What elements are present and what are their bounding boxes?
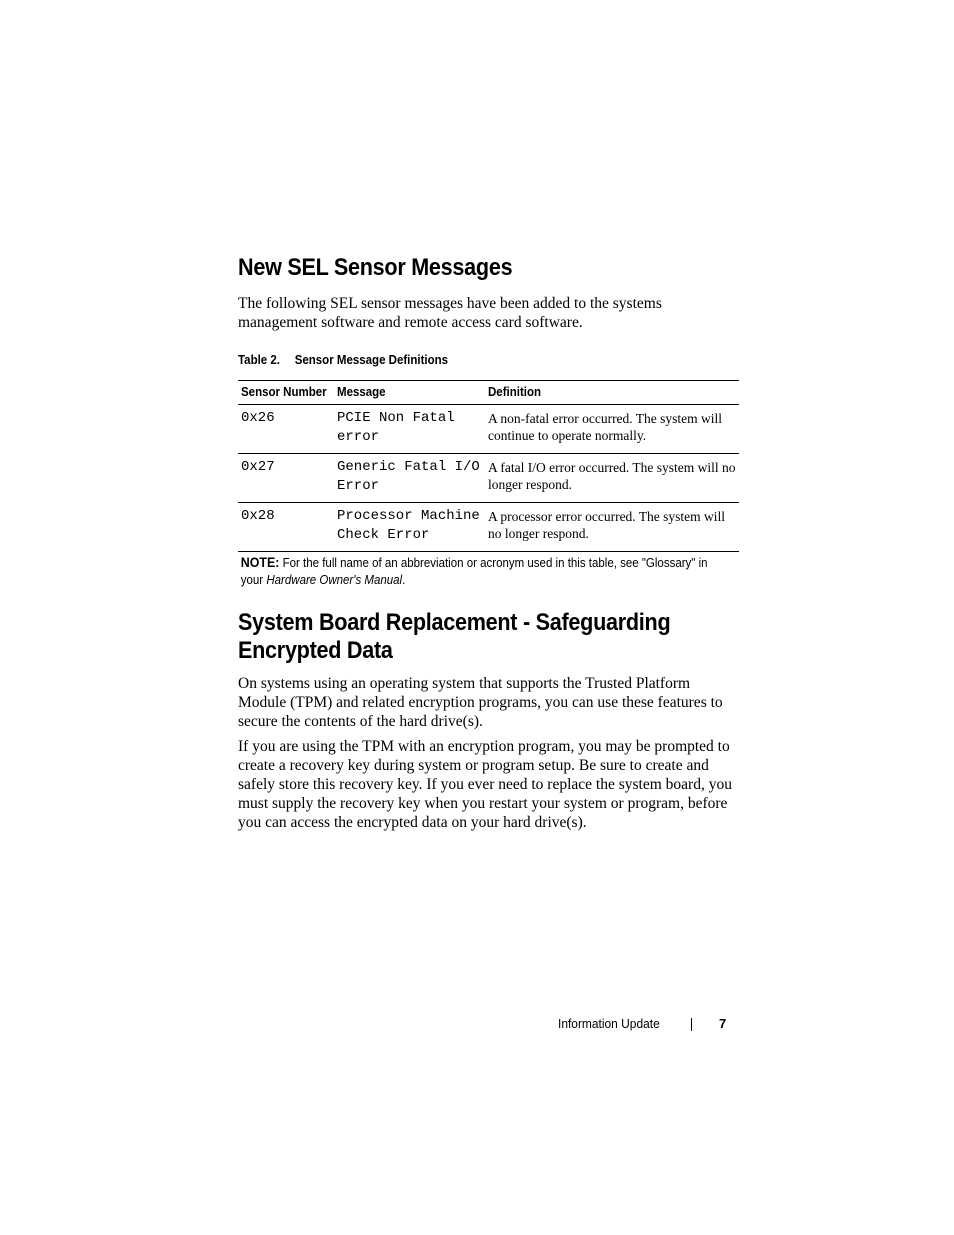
sensor-message-table [238,380,739,552]
table-header-row [238,381,739,405]
header-definition: Definition [485,381,739,405]
table-note [238,554,719,589]
footer-separator [691,1018,692,1031]
table-caption [238,352,699,368]
recovery-key-paragraph: If you are using the TPM with an encryption program, you may be prompted to create a recovery key during system or program setup. Be sure to create and safely store this recovery key. If you ever need to replace the system board, you must supply the recovery key when you restart your system or program, before you can access the encrypted data on your hard drive(s). [238,738,732,831]
definition-cell: A processor error occurred. The system will no longer respond. [485,503,739,552]
definition-cell: A non-fatal error occurred. The system will continue to operate normally. [485,405,739,454]
tpm-paragraph: On systems using an operating system that supports the Trusted Platform Module (TPM) and related encryption programs, you can use these features to secure the contents of the hard drive(s). [238,675,723,730]
section-title-system-board: System Board Replacement - Safeguarding Encrypted Data [238,609,671,664]
message-cell: Generic Fatal I/O Error [334,454,485,503]
header-message: Message [334,381,485,405]
page-content [238,253,739,832]
sensor-number-cell: 0x26 [238,405,334,454]
footer-doc-title: Information Update [558,1016,660,1031]
table-row [238,454,739,503]
definition-cell: A fatal I/O error occurred. The system will no longer respond. [485,454,739,503]
table-caption-label: Table 2. [238,353,280,367]
note-end: . [402,573,406,587]
table-row [238,503,739,552]
table-caption-title: Sensor Message Definitions [294,353,449,367]
message-cell: PCIE Non Fatal error [334,405,485,454]
note-text: For the full name of an abbreviation or acronym used in this table, see "Glossary" in your [240,556,708,587]
sensor-number-cell: 0x28 [238,503,334,552]
section-title-sel-messages: New SEL Sensor Messages [238,254,513,281]
table-row [238,405,739,454]
sel-intro-paragraph: The following SEL sensor messages have been added to the systems management software and remote access card software. [238,295,662,331]
page-footer [558,1015,727,1033]
sensor-number-cell: 0x27 [238,454,334,503]
note-label: NOTE: [240,555,280,570]
header-sensor-number: Sensor Number [238,381,334,405]
page-number: 7 [719,1016,727,1031]
manual-title: Hardware Owner's Manual [266,573,403,587]
message-cell: Processor Machine Check Error [334,503,485,552]
